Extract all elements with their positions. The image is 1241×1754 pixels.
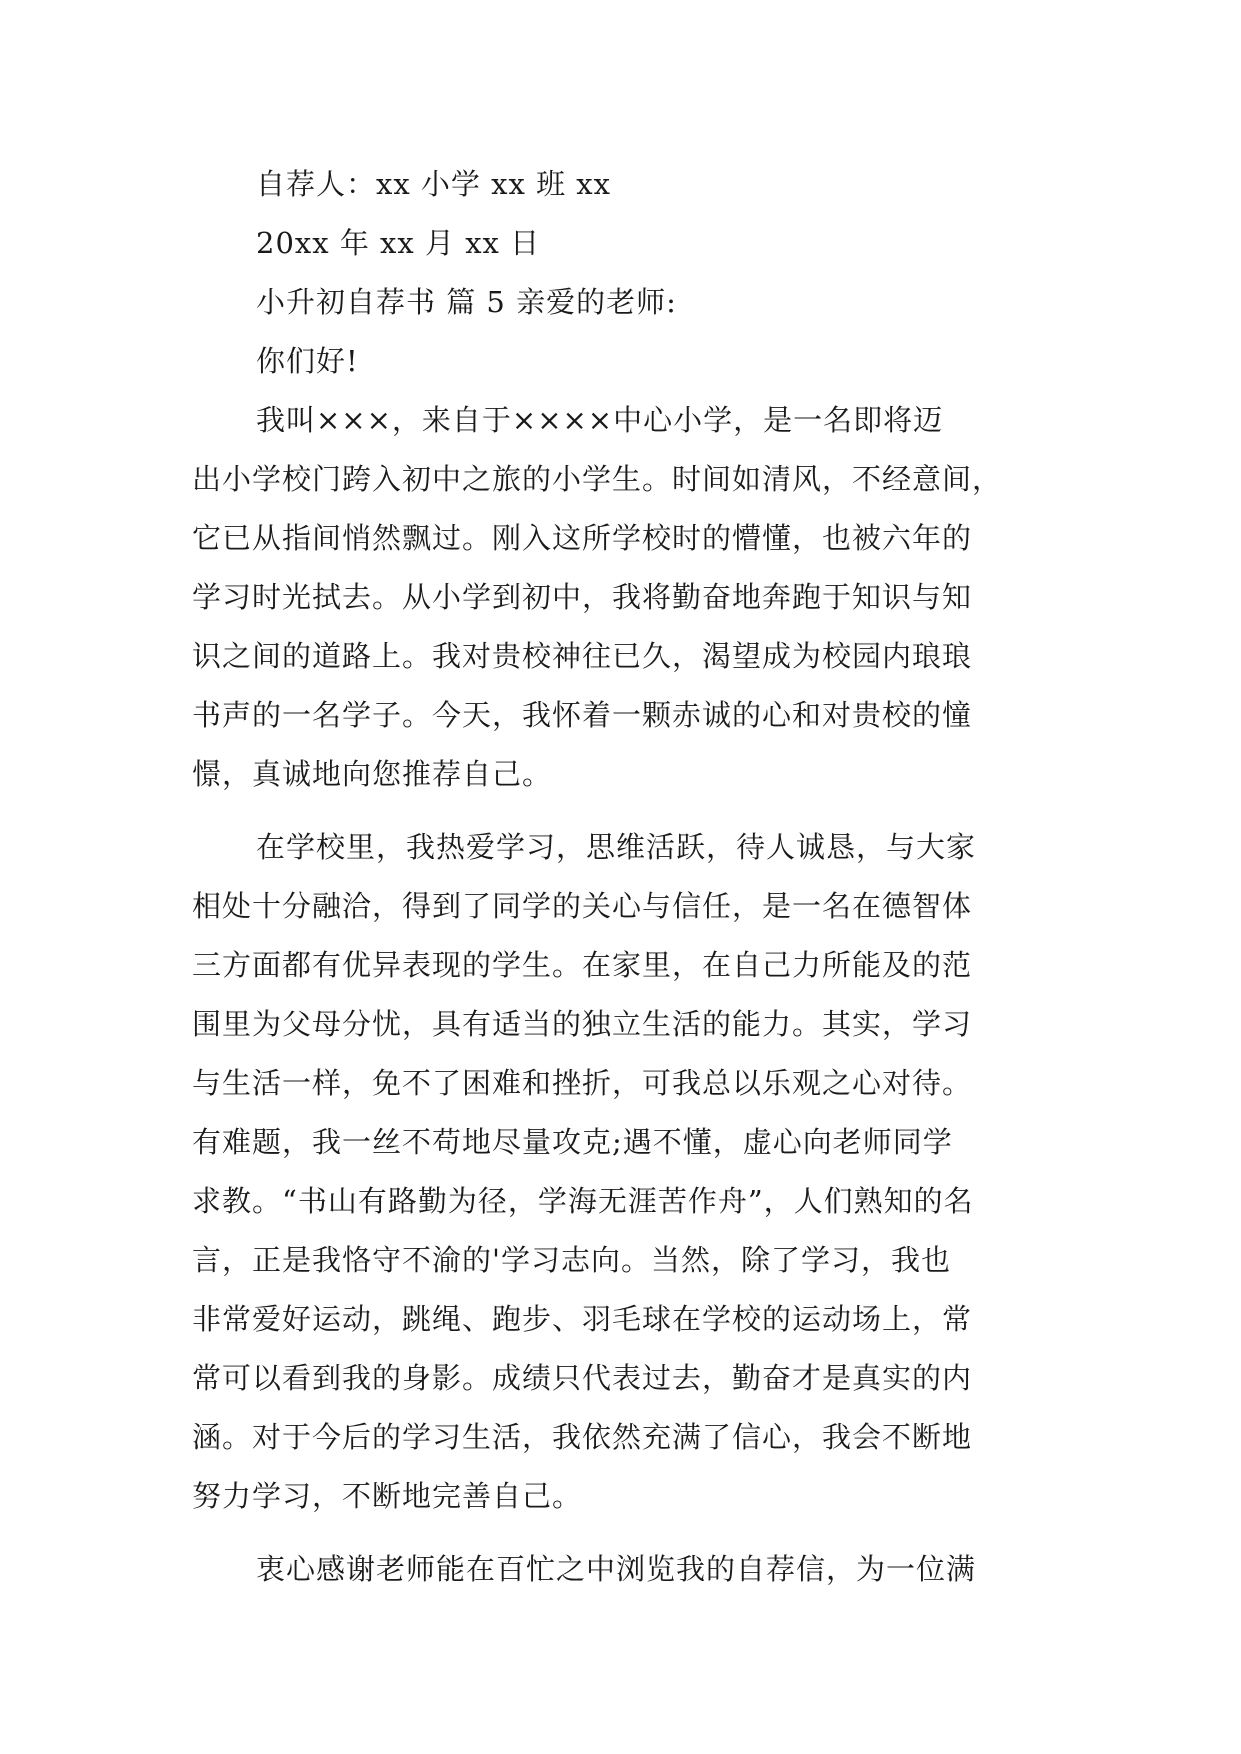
paragraph-2 <box>192 818 1062 1526</box>
paragraph-line: 学习时光拭去。从小学到初中，我将勤奋地奔跑于知识与知 <box>192 580 973 614</box>
paragraph-line: 与生活一样，免不了困难和挫折，可我总以乐观之心对待。 <box>192 1066 973 1100</box>
paragraph-line: 言，正是我恪守不渝的'学习志向。当然，除了学习，我也 <box>192 1243 951 1277</box>
paragraph-line: 憬，真诚地向您推荐自己。 <box>192 757 553 791</box>
paragraph-1 <box>192 391 1062 804</box>
paragraph-line: 在学校里，我热爱学习，思维活跃，待人诚恳，与大家 <box>256 830 977 864</box>
paragraph-line: 它已从指间悄然飘过。刚入这所学校时的懵懂，也被六年的 <box>192 521 973 555</box>
paragraph-line: 涵。对于今后的学习生活，我依然充满了信心，我会不断地 <box>192 1420 973 1454</box>
paragraph-line: 非常爱好运动，跳绳、跑步、羽毛球在学校的运动场上，常 <box>192 1302 973 1336</box>
letter-body <box>192 155 1062 1599</box>
paragraph-3 <box>192 1540 1062 1599</box>
paragraph-line: 努力学习，不断地完善自己。 <box>192 1479 583 1513</box>
date-line: 20xx 年 xx 月 xx 日 <box>256 226 541 260</box>
paragraph-line: 有难题，我一丝不苟地尽量攻克;遇不懂，虚心向老师同学 <box>192 1125 953 1159</box>
heading-line: 小升初自荐书 篇 5 亲爱的老师: <box>256 285 677 319</box>
paragraph-line: 三方面都有优异表现的学生。在家里，在自己力所能及的范 <box>192 948 973 982</box>
paragraph-line: 出小学校门跨入初中之旅的小学生。时间如清风，不经意间， <box>192 462 1003 496</box>
paragraph-line: 我叫×××，来自于××××中心小学，是一名即将迈 <box>256 403 944 437</box>
paragraph-line: 相处十分融洽，得到了同学的关心与信任，是一名在德智体 <box>192 889 973 923</box>
signature-line: 自荐人：xx 小学 xx 班 xx <box>256 167 612 201</box>
paragraph-line: 识之间的道路上。我对贵校神往已久，渴望成为校园内琅琅 <box>192 639 973 673</box>
paragraph-line: 常可以看到我的身影。成绩只代表过去，勤奋才是真实的内 <box>192 1361 973 1395</box>
paragraph-line: 求教。“书山有路勤为径，学海无涯苦作舟”，人们熟知的名 <box>192 1184 974 1218</box>
greeting-line: 你们好! <box>256 344 359 378</box>
paragraph-line: 衷心感谢老师能在百忙之中浏览我的自荐信，为一位满 <box>256 1552 977 1586</box>
paragraph-line: 围里为父母分忧，具有适当的独立生活的能力。其实，学习 <box>192 1007 973 1041</box>
paragraph-line: 书声的一名学子。今天，我怀着一颗赤诚的心和对贵校的憧 <box>192 698 973 732</box>
